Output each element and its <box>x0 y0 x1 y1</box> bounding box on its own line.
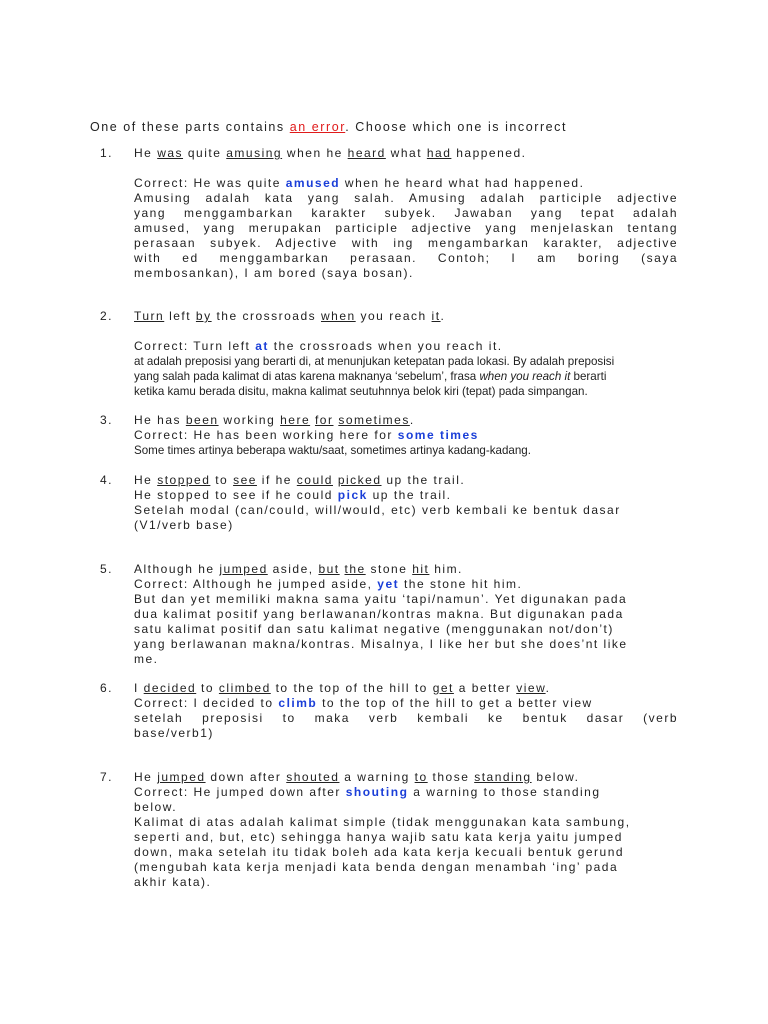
explanation-line: But dan yet memiliki makna sama yaitu ‘tapi/namun’. Yet digunakan pada <box>134 592 628 606</box>
underlined-part: picked <box>337 473 382 487</box>
underlined-part: by <box>195 309 212 323</box>
explanation-line: Setelah modal (can/could, will/would, etc) verb kembali ke bentuk dasar <box>134 503 621 517</box>
sentence-text: up the trail. <box>381 473 466 487</box>
question-number: 6. <box>100 681 114 695</box>
question-number: 4. <box>100 473 114 487</box>
sentence-text: . <box>440 309 446 323</box>
question-number: 1. <box>100 146 114 160</box>
underlined-part: hit <box>412 562 430 576</box>
correction-word: climb <box>278 696 318 710</box>
underlined-part: jumped <box>219 562 268 576</box>
correction-word: at <box>255 339 269 353</box>
italic-phrase: when you reach it <box>479 370 571 383</box>
correct-line-continued: below. <box>134 800 178 814</box>
sentence-text: working <box>218 413 281 427</box>
explanation-line: down, maka setelah itu tidak boleh ada kata kerja kecuali bentuk gerund <box>134 845 625 859</box>
sentence-text: to the top of the hill to <box>270 681 433 695</box>
question-number: 2. <box>100 309 114 323</box>
sentence-text: to <box>196 681 219 695</box>
sentence-text: the crossroads <box>211 309 321 323</box>
explanation-line: (V1/verb base) <box>134 518 234 532</box>
sentence-text: him. <box>429 562 463 576</box>
sentence-text: a warning <box>339 770 415 784</box>
sentence-text: He <box>134 473 158 487</box>
underlined-part: amusing <box>226 146 283 160</box>
explanation-line: satu kalimat positif dan satu kalimat negative (menggunakan not/don’t) <box>134 622 614 636</box>
correction-word: yet <box>377 577 400 591</box>
underlined-part: been <box>185 413 219 427</box>
sentence-text: when he <box>282 146 348 160</box>
question-sentence <box>134 562 678 577</box>
underlined-part: it <box>431 309 441 323</box>
sentence-text: a better <box>453 681 517 695</box>
sentence-text: Although he <box>134 562 220 576</box>
correct-line: Correct: Although he jumped aside, yet the stone hit him. <box>134 577 523 591</box>
correction-word: amused <box>285 176 341 190</box>
question-sentence <box>134 146 678 161</box>
question-sentence <box>134 473 678 488</box>
underlined-part: see <box>233 473 257 487</box>
sentence-text: He <box>134 770 158 784</box>
explanation-line: me. <box>134 652 159 666</box>
sentence-text: those <box>427 770 475 784</box>
explanation-line: (mengubah kata kerja menjadi kata benda dengan menambah ‘ing’ pada <box>134 860 619 874</box>
sentence-text: below. <box>531 770 580 784</box>
instruction-text: One of these parts contains <box>90 120 290 134</box>
underlined-part: get <box>432 681 454 695</box>
underlined-part: but <box>318 562 340 576</box>
underlined-part: was <box>157 146 184 160</box>
explanation-line: seperti and, but, etc) sehingga hanya wajib satu kata kerja yaitu jumped <box>134 830 623 844</box>
instruction-line <box>90 120 567 134</box>
question-sentence <box>134 770 678 785</box>
sentence-text: aside, <box>267 562 319 576</box>
sentence-text: left <box>164 309 196 323</box>
instruction-text-end: . Choose which one is incorrect <box>345 120 567 134</box>
sentence-text: if he <box>256 473 297 487</box>
explanation-line: yang berlawanan makna/kontras. Misalnya, I like her but she does’nt like <box>134 637 628 651</box>
explanation-line: base/verb1) <box>134 726 214 740</box>
question-sentence <box>134 681 678 696</box>
question-sentence <box>134 309 678 324</box>
sentence-text: stone <box>365 562 413 576</box>
underlined-part: jumped <box>157 770 206 784</box>
correct-line: Correct: He has been working here for some times <box>134 428 479 442</box>
underlined-part: sometimes <box>338 413 410 427</box>
sentence-text: what <box>385 146 427 160</box>
correct-line: Correct: Turn left at the crossroads when you reach it. <box>134 339 503 353</box>
sentence-text: I <box>134 681 144 695</box>
underlined-part: climbed <box>218 681 271 695</box>
sentence-text: to <box>210 473 234 487</box>
question-number: 3. <box>100 413 114 427</box>
sentence-text: down after <box>205 770 287 784</box>
sentence-text: you reach <box>355 309 432 323</box>
explanation-line: perasaan subyek. Adjective with ing mengambarkan karakter, adjective <box>134 236 678 250</box>
correct-line: Correct: I decided to climb to the top of the hill to get a better view <box>134 696 593 710</box>
underlined-part: shouted <box>286 770 340 784</box>
underlined-part: the <box>344 562 366 576</box>
correct-line: Correct: He was quite amused when he heard what had happened. <box>134 176 585 190</box>
explanation-line: dua kalimat positif yang berlawanan/kontras makna. But digunakan pada <box>134 607 624 621</box>
explanation-line: membosankan), I am bored (saya bosan). <box>134 266 414 280</box>
underlined-part: to <box>414 770 428 784</box>
sentence-text: . <box>545 681 551 695</box>
explanation-line: with ed menggambarkan perasaan. Contoh; I am boring (saya <box>134 251 678 265</box>
explanation-line: Kalimat di atas adalah kalimat simple (tidak menggunakan kata sambung, <box>134 815 631 829</box>
underlined-part: here <box>280 413 311 427</box>
sentence-text: happened. <box>451 146 527 160</box>
correction-word: pick <box>337 488 368 502</box>
underlined-part: heard <box>347 146 386 160</box>
underlined-part: for <box>314 413 334 427</box>
correct-line: Correct: He jumped down after shouting a warning to those standing <box>134 785 601 799</box>
sentence-text: He <box>134 146 158 160</box>
underlined-part: decided <box>143 681 197 695</box>
explanation-line: ketika kamu berada disitu, makna kalimat seutuhnnya belok kiri (tepat) pada simpangan. <box>134 385 588 398</box>
question-sentence <box>134 413 678 428</box>
correction-word: some times <box>397 428 479 442</box>
explanation-line: yang menggambarkan karakter subyek. Jawaban yang tepat adalah <box>134 206 678 220</box>
underlined-part: could <box>296 473 333 487</box>
sentence-text: . <box>409 413 415 427</box>
explanation-line: setelah preposisi to maka verb kembali ke bentuk dasar (verb <box>134 711 678 725</box>
explanation-line: Amusing adalah kata yang salah. Amusing adalah participle adjective <box>134 191 678 205</box>
underlined-part: view <box>516 681 546 695</box>
correct-line: He stopped to see if he could pick up the trail. <box>134 488 452 502</box>
underlined-part: standing <box>474 770 532 784</box>
explanation-line: yang salah pada kalimat di atas karena maknanya ‘sebelum’, frasa when you reach it berarti <box>134 370 607 383</box>
sentence-text: He has <box>134 413 186 427</box>
underlined-part: Turn <box>134 309 165 323</box>
sentence-text: quite <box>183 146 227 160</box>
explanation-line: at adalah preposisi yang berarti di, at menunjukan ketepatan pada lokasi. By adalah preposisi <box>134 355 615 368</box>
error-highlight: an error <box>289 120 346 134</box>
underlined-part: stopped <box>157 473 211 487</box>
question-number: 5. <box>100 562 114 576</box>
underlined-part: had <box>426 146 452 160</box>
underlined-part: when <box>320 309 356 323</box>
explanation-line: amused, yang merupakan participle adjective yang menjelaskan tentang <box>134 221 678 235</box>
question-number: 7. <box>100 770 114 784</box>
explanation-line: Some times artinya beberapa waktu/saat, sometimes artinya kadang-kadang. <box>134 444 531 457</box>
correction-word: shouting <box>345 785 409 799</box>
explanation-line: akhir kata). <box>134 875 212 889</box>
